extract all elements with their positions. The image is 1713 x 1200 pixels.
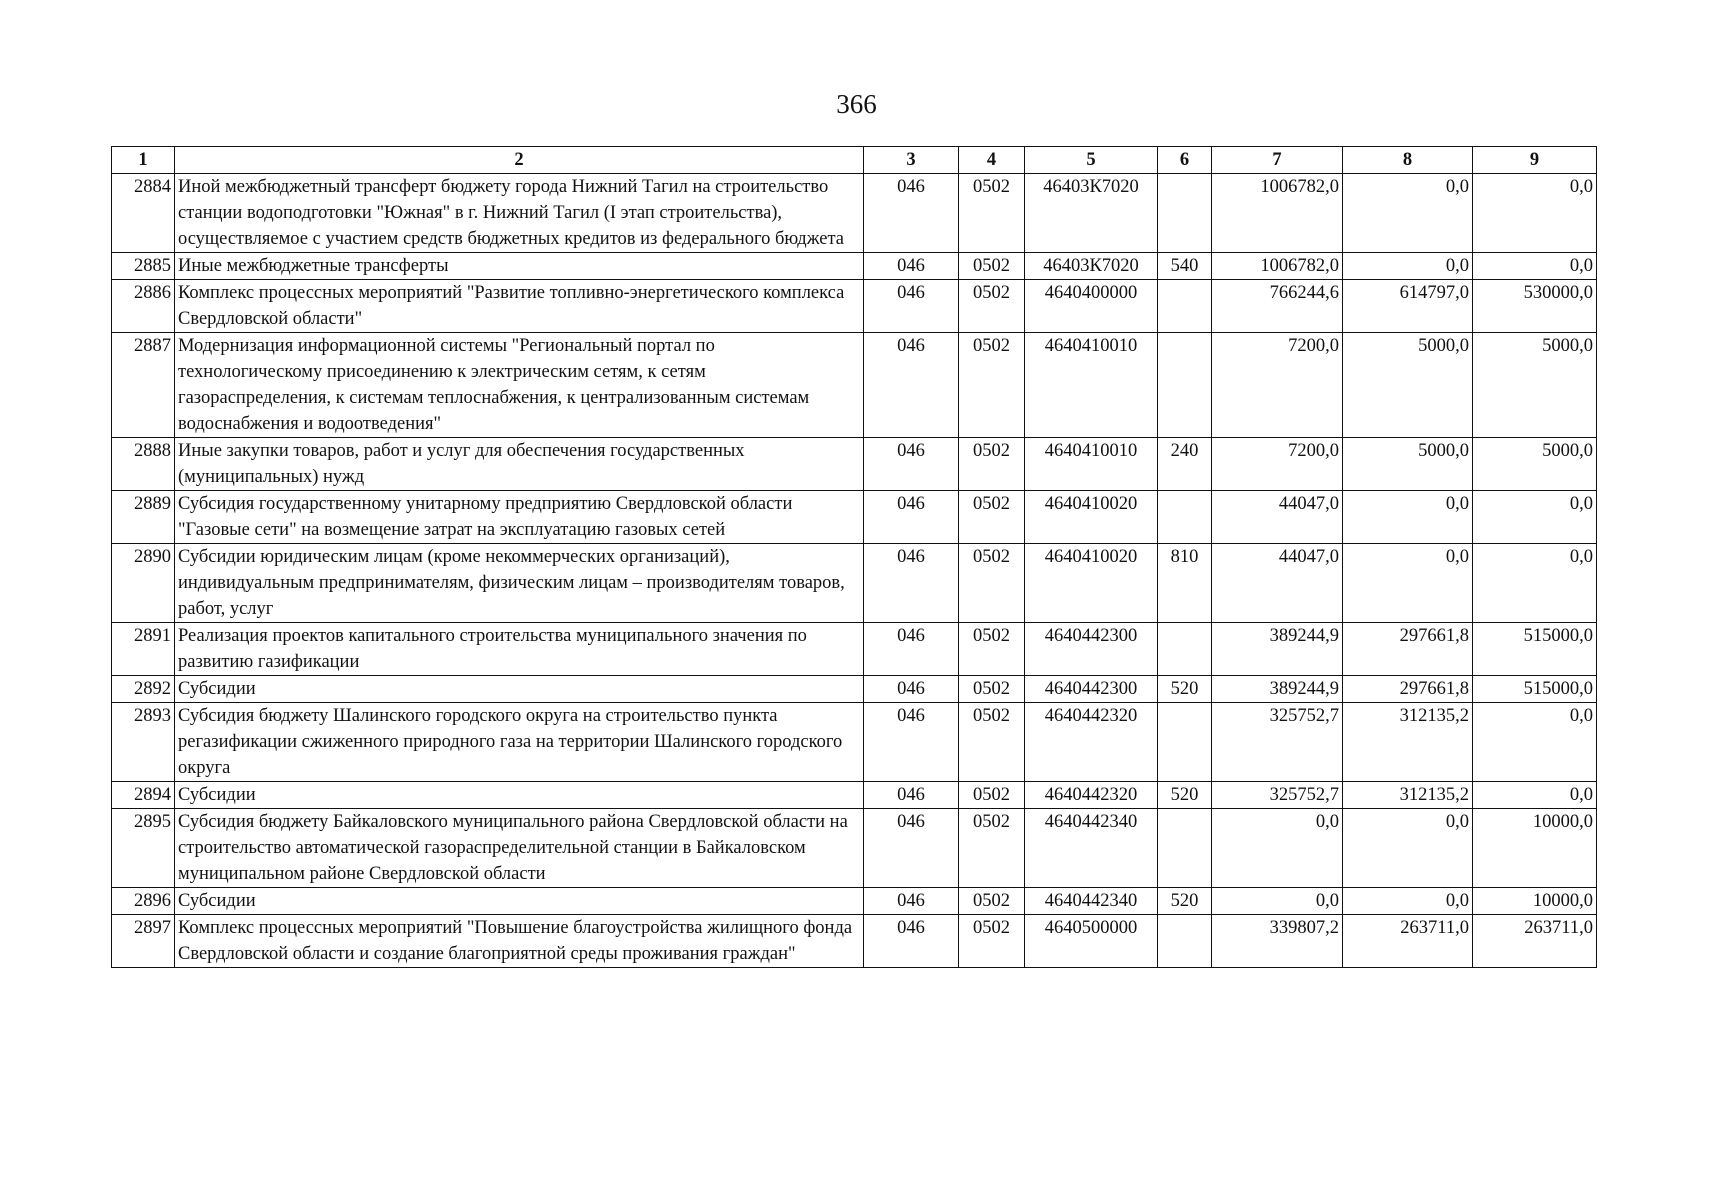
target-code: 4640442300 <box>1025 676 1158 703</box>
amount-col-9: 530000,0 <box>1473 280 1597 333</box>
amount-col-8: 297661,8 <box>1343 676 1473 703</box>
section-code: 0502 <box>959 676 1025 703</box>
amount-col-7: 389244,9 <box>1212 676 1343 703</box>
row-name: Комплекс процессных мероприятий "Повышение благоустройства жилищного фонда Свердловской области и создание благоприятной среды проживания граждан" <box>175 915 864 968</box>
amount-col-8: 0,0 <box>1343 544 1473 623</box>
row-name: Иные закупки товаров, работ и услуг для обеспечения государственных (муниципальных) нужд <box>175 438 864 491</box>
amount-col-9: 263711,0 <box>1473 915 1597 968</box>
budget-table <box>111 146 1597 968</box>
table-row <box>112 174 1597 253</box>
ministry-code: 046 <box>864 676 959 703</box>
expense-type-code <box>1158 280 1212 333</box>
amount-col-7: 0,0 <box>1212 888 1343 915</box>
expense-type-code: 520 <box>1158 888 1212 915</box>
ministry-code: 046 <box>864 888 959 915</box>
row-number: 2894 <box>112 782 175 809</box>
section-code: 0502 <box>959 809 1025 888</box>
section-code: 0502 <box>959 623 1025 676</box>
row-name: Субсидии юридическим лицам (кроме некоммерческих организаций), индивидуальным предпринимателям, физическим лицам – производителям товаров, работ, услуг <box>175 544 864 623</box>
expense-type-code <box>1158 809 1212 888</box>
amount-col-9: 0,0 <box>1473 703 1597 782</box>
amount-col-8: 5000,0 <box>1343 438 1473 491</box>
target-code: 4640410020 <box>1025 544 1158 623</box>
page-number: 366 <box>836 89 877 119</box>
row-number: 2884 <box>112 174 175 253</box>
table-row <box>112 280 1597 333</box>
amount-col-7: 44047,0 <box>1212 544 1343 623</box>
amount-col-7: 7200,0 <box>1212 333 1343 438</box>
row-name: Субсидии <box>175 888 864 915</box>
row-number: 2896 <box>112 888 175 915</box>
target-code: 4640442340 <box>1025 809 1158 888</box>
row-number: 2887 <box>112 333 175 438</box>
row-number: 2893 <box>112 703 175 782</box>
column-header: 5 <box>1025 147 1158 174</box>
target-code: 46403К7020 <box>1025 253 1158 280</box>
row-name: Комплекс процессных мероприятий "Развитие топливно-энергетического комплекса Свердловской области" <box>175 280 864 333</box>
amount-col-8: 5000,0 <box>1343 333 1473 438</box>
amount-col-8: 312135,2 <box>1343 703 1473 782</box>
amount-col-8: 0,0 <box>1343 253 1473 280</box>
section-code: 0502 <box>959 174 1025 253</box>
target-code: 4640442320 <box>1025 703 1158 782</box>
table-row <box>112 623 1597 676</box>
table-row <box>112 676 1597 703</box>
row-number: 2885 <box>112 253 175 280</box>
row-number: 2892 <box>112 676 175 703</box>
expense-type-code: 540 <box>1158 253 1212 280</box>
column-header: 8 <box>1343 147 1473 174</box>
table-row <box>112 888 1597 915</box>
column-header: 7 <box>1212 147 1343 174</box>
row-name: Субсидии <box>175 782 864 809</box>
expense-type-code: 810 <box>1158 544 1212 623</box>
amount-col-8: 297661,8 <box>1343 623 1473 676</box>
amount-col-7: 44047,0 <box>1212 491 1343 544</box>
row-name: Субсидии <box>175 676 864 703</box>
amount-col-9: 0,0 <box>1473 544 1597 623</box>
ministry-code: 046 <box>864 253 959 280</box>
column-header: 4 <box>959 147 1025 174</box>
amount-col-8: 0,0 <box>1343 491 1473 544</box>
column-header: 3 <box>864 147 959 174</box>
ministry-code: 046 <box>864 174 959 253</box>
target-code: 4640442300 <box>1025 623 1158 676</box>
expense-type-code <box>1158 491 1212 544</box>
table-row <box>112 491 1597 544</box>
ministry-code: 046 <box>864 809 959 888</box>
expense-type-code <box>1158 703 1212 782</box>
table-row <box>112 809 1597 888</box>
amount-col-7: 7200,0 <box>1212 438 1343 491</box>
row-number: 2890 <box>112 544 175 623</box>
amount-col-8: 614797,0 <box>1343 280 1473 333</box>
ministry-code: 046 <box>864 438 959 491</box>
amount-col-7: 325752,7 <box>1212 703 1343 782</box>
amount-col-9: 515000,0 <box>1473 623 1597 676</box>
amount-col-9: 5000,0 <box>1473 333 1597 438</box>
column-header: 2 <box>175 147 864 174</box>
ministry-code: 046 <box>864 703 959 782</box>
amount-col-9: 0,0 <box>1473 174 1597 253</box>
amount-col-9: 10000,0 <box>1473 888 1597 915</box>
amount-col-8: 0,0 <box>1343 174 1473 253</box>
section-code: 0502 <box>959 703 1025 782</box>
row-name: Реализация проектов капитального строительства муниципального значения по развитию газификации <box>175 623 864 676</box>
expense-type-code: 520 <box>1158 782 1212 809</box>
section-code: 0502 <box>959 333 1025 438</box>
amount-col-7: 1006782,0 <box>1212 174 1343 253</box>
target-code: 4640410010 <box>1025 333 1158 438</box>
expense-type-code <box>1158 915 1212 968</box>
row-name: Субсидия государственному унитарному предприятию Свердловской области "Газовые сети" на возмещение затрат на эксплуатацию газовых сетей <box>175 491 864 544</box>
table-row <box>112 544 1597 623</box>
table-row <box>112 915 1597 968</box>
amount-col-9: 10000,0 <box>1473 809 1597 888</box>
section-code: 0502 <box>959 888 1025 915</box>
ministry-code: 046 <box>864 782 959 809</box>
amount-col-7: 389244,9 <box>1212 623 1343 676</box>
target-code: 46403К7020 <box>1025 174 1158 253</box>
ministry-code: 046 <box>864 280 959 333</box>
table-row <box>112 333 1597 438</box>
section-code: 0502 <box>959 491 1025 544</box>
ministry-code: 046 <box>864 915 959 968</box>
row-number: 2888 <box>112 438 175 491</box>
amount-col-8: 0,0 <box>1343 809 1473 888</box>
table-row <box>112 438 1597 491</box>
target-code: 4640410020 <box>1025 491 1158 544</box>
target-code: 4640500000 <box>1025 915 1158 968</box>
target-code: 4640442340 <box>1025 888 1158 915</box>
section-code: 0502 <box>959 280 1025 333</box>
column-header: 6 <box>1158 147 1212 174</box>
row-name: Модернизация информационной системы "Региональный портал по технологическому присоединению к электрическим сетям, к сетям газораспределения, к системам теплоснабжения, к централизованным системам водоснабжения и водоотведения" <box>175 333 864 438</box>
row-number: 2891 <box>112 623 175 676</box>
target-code: 4640442320 <box>1025 782 1158 809</box>
section-code: 0502 <box>959 253 1025 280</box>
expense-type-code <box>1158 623 1212 676</box>
row-name: Субсидия бюджету Шалинского городского округа на строительство пункта регазификации сжиженного природного газа на территории Шалинского городского округа <box>175 703 864 782</box>
amount-col-7: 766244,6 <box>1212 280 1343 333</box>
table-row <box>112 703 1597 782</box>
expense-type-code <box>1158 174 1212 253</box>
expense-type-code: 520 <box>1158 676 1212 703</box>
amount-col-7: 325752,7 <box>1212 782 1343 809</box>
amount-col-8: 312135,2 <box>1343 782 1473 809</box>
ministry-code: 046 <box>864 623 959 676</box>
amount-col-9: 0,0 <box>1473 253 1597 280</box>
amount-col-8: 263711,0 <box>1343 915 1473 968</box>
row-number: 2897 <box>112 915 175 968</box>
section-code: 0502 <box>959 782 1025 809</box>
row-name: Иные межбюджетные трансферты <box>175 253 864 280</box>
column-header: 1 <box>112 147 175 174</box>
column-header: 9 <box>1473 147 1597 174</box>
row-name: Субсидия бюджету Байкаловского муниципального района Свердловской области на строительство автоматической газораспределительной станции в Байкаловском муниципальном районе Свердловской области <box>175 809 864 888</box>
amount-col-7: 0,0 <box>1212 809 1343 888</box>
amount-col-9: 0,0 <box>1473 491 1597 544</box>
section-code: 0502 <box>959 915 1025 968</box>
amount-col-9: 0,0 <box>1473 782 1597 809</box>
amount-col-8: 0,0 <box>1343 888 1473 915</box>
section-code: 0502 <box>959 544 1025 623</box>
target-code: 4640400000 <box>1025 280 1158 333</box>
ministry-code: 046 <box>864 491 959 544</box>
amount-col-7: 339807,2 <box>1212 915 1343 968</box>
amount-col-9: 5000,0 <box>1473 438 1597 491</box>
row-number: 2889 <box>112 491 175 544</box>
ministry-code: 046 <box>864 333 959 438</box>
section-code: 0502 <box>959 438 1025 491</box>
ministry-code: 046 <box>864 544 959 623</box>
amount-col-9: 515000,0 <box>1473 676 1597 703</box>
target-code: 4640410010 <box>1025 438 1158 491</box>
amount-col-7: 1006782,0 <box>1212 253 1343 280</box>
row-name: Иной межбюджетный трансферт бюджету города Нижний Тагил на строительство станции водоподготовки "Южная" в г. Нижний Тагил (I этап строительства), осуществляемое с участием средств бюджетных кредитов из федерального бюджета <box>175 174 864 253</box>
expense-type-code <box>1158 333 1212 438</box>
table-header-row <box>112 147 1597 174</box>
table-row <box>112 782 1597 809</box>
table-row <box>112 253 1597 280</box>
expense-type-code: 240 <box>1158 438 1212 491</box>
row-number: 2886 <box>112 280 175 333</box>
row-number: 2895 <box>112 809 175 888</box>
